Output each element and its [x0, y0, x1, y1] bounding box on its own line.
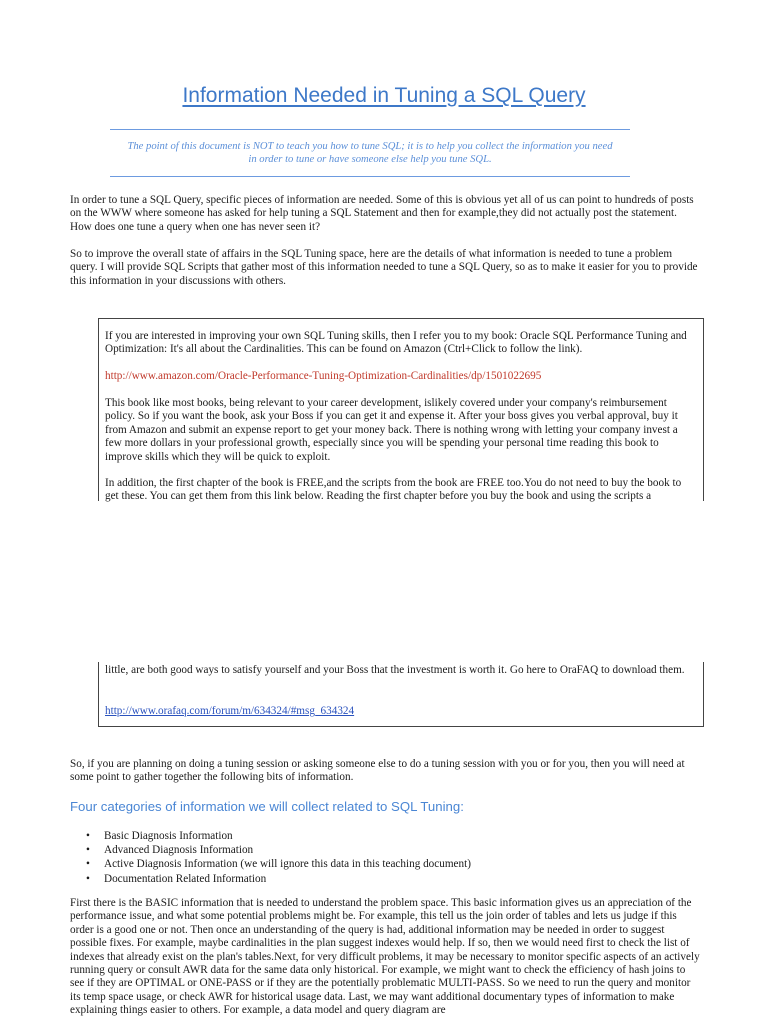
categories-list [86, 829, 471, 886]
document-subtitle [110, 140, 630, 166]
callout-paragraph-1: If you are interested in improving your own SQL Tuning skills, then I refer you to my book: Oracle SQL Performance Tuning and Optimization: It's all about the Cardinalities. This can be found on Amazon (Ctrl+Click to follow the link). [105, 330, 687, 356]
list-item-text: Advanced Diagnosis Information [104, 844, 254, 857]
bullet-marker: • [86, 830, 90, 842]
callout-paragraph-3: In addition, the first chapter of the book is FREE,and the scripts from the book are FREE too.You do not need to buy the book to get these. You can get them from this link below. Reading the first chapter before you buy the book and using the scripts a [105, 477, 682, 503]
final-paragraph: First there is the BASIC information that is needed to understand the problem space. This basic information gives us an appreciation of the performance issue, and what some potential problems might be. For example, this tell us the join order of tables and lets us judge if this order is a good one or not. Then once an understanding of the query is had, additional information may be needed in order to suggest possible fixes. For example, maybe cardinalities in the plan suggest indexes would help. If so, then we would need first to check the list of indexes that already exist on the plan's tables.Next, for very difficult problems, it may be necessary to monitor specific aspects of an actively running query or consult AWR data for the same data only historical. For example, we might want to check the efficiency of hash joins to see if they are OPTIMAL or ONE-PASS or if they are the potentially problematic MULTI-PASS. So we need to run the query and monitor its temp space usage, or check AWR for historical usage data. Last, we may want additional documentary types of information to make explaining things easier to others. For example, a data model and query diagram are [70, 897, 700, 1017]
document-title: Information Needed in Tuning a SQL Query [182, 84, 586, 107]
list-item [86, 843, 471, 857]
list-item-text: Documentation Related Information [104, 872, 267, 885]
section-heading: Four categories of information we will collect related to SQL Tuning: [70, 799, 464, 814]
intro-paragraph-2: So to improve the overall state of affairs in the SQL Tuning space, here are the details of what information is needed to tune a problem query. I will provide SQL Scripts that gather most of this information needed to tune a SQL Query, so as to make it easier for you to provide this information in your discussions with others. [70, 248, 698, 287]
paragraph-after-box: So, if you are planning on doing a tuning session or asking someone else to do a tuning session with you or for you, then you will need at some point to gather together the following bits of information. [70, 758, 685, 784]
bullet-marker: • [86, 872, 90, 885]
list-item-text: Basic Diagnosis Information [104, 830, 233, 842]
amazon-link[interactable]: http://www.amazon.com/Oracle-Performance-Tuning-Optimization-Cardinalities/dp/1501022695 [105, 370, 542, 382]
subtitle-top-rule [110, 129, 630, 130]
orafaq-link[interactable]: http://www.orafaq.com/forum/m/634324/#msg_634324 [105, 705, 355, 717]
callout-paragraph-3-continued: little, are both good ways to satisfy yourself and your Boss that the investment is worth it. Go here to OraFAQ to download them. [105, 664, 685, 676]
list-item [86, 857, 471, 871]
subtitle-bottom-rule [110, 176, 630, 177]
book-callout-box [98, 318, 704, 501]
list-item [86, 829, 471, 843]
callout-paragraph-2: This book like most books, being relevant to your career development, islikely covered under your company's reimbursement policy. So if you want the book, ask your Boss if you can get it and expense it. After your boss gives you verbal approval, buy it from Amazon and submit an expense report to get your money back. There is nothing wrong with letting your company invest a few more dollars in your professional growth, especially since you will be spending your personal time reading this book to improve skills which they will be quick to exploit. [105, 397, 678, 463]
subtitle-line-2: in order to tune or have someone else help you tune SQL. [248, 154, 492, 165]
list-item [86, 872, 471, 886]
intro-paragraph-1: In order to tune a SQL Query, specific pieces of information are needed. Some of this is obvious yet all of us can point to hundreds of posts on the WWW where someone has asked for help tuning a SQL Statement and then for example,they did not actually post the statement. How does one tune a query when one has never seen it? [70, 194, 694, 233]
bullet-marker: • [86, 858, 90, 871]
book-callout-box-continued [98, 662, 704, 727]
subtitle-line-1: The point of this document is NOT to teach you how to tune SQL; it is to help you collect the information you need [127, 141, 613, 152]
bullet-marker: • [86, 844, 90, 857]
list-item-text: Active Diagnosis Information (we will ignore this data in this teaching document) [104, 858, 471, 871]
